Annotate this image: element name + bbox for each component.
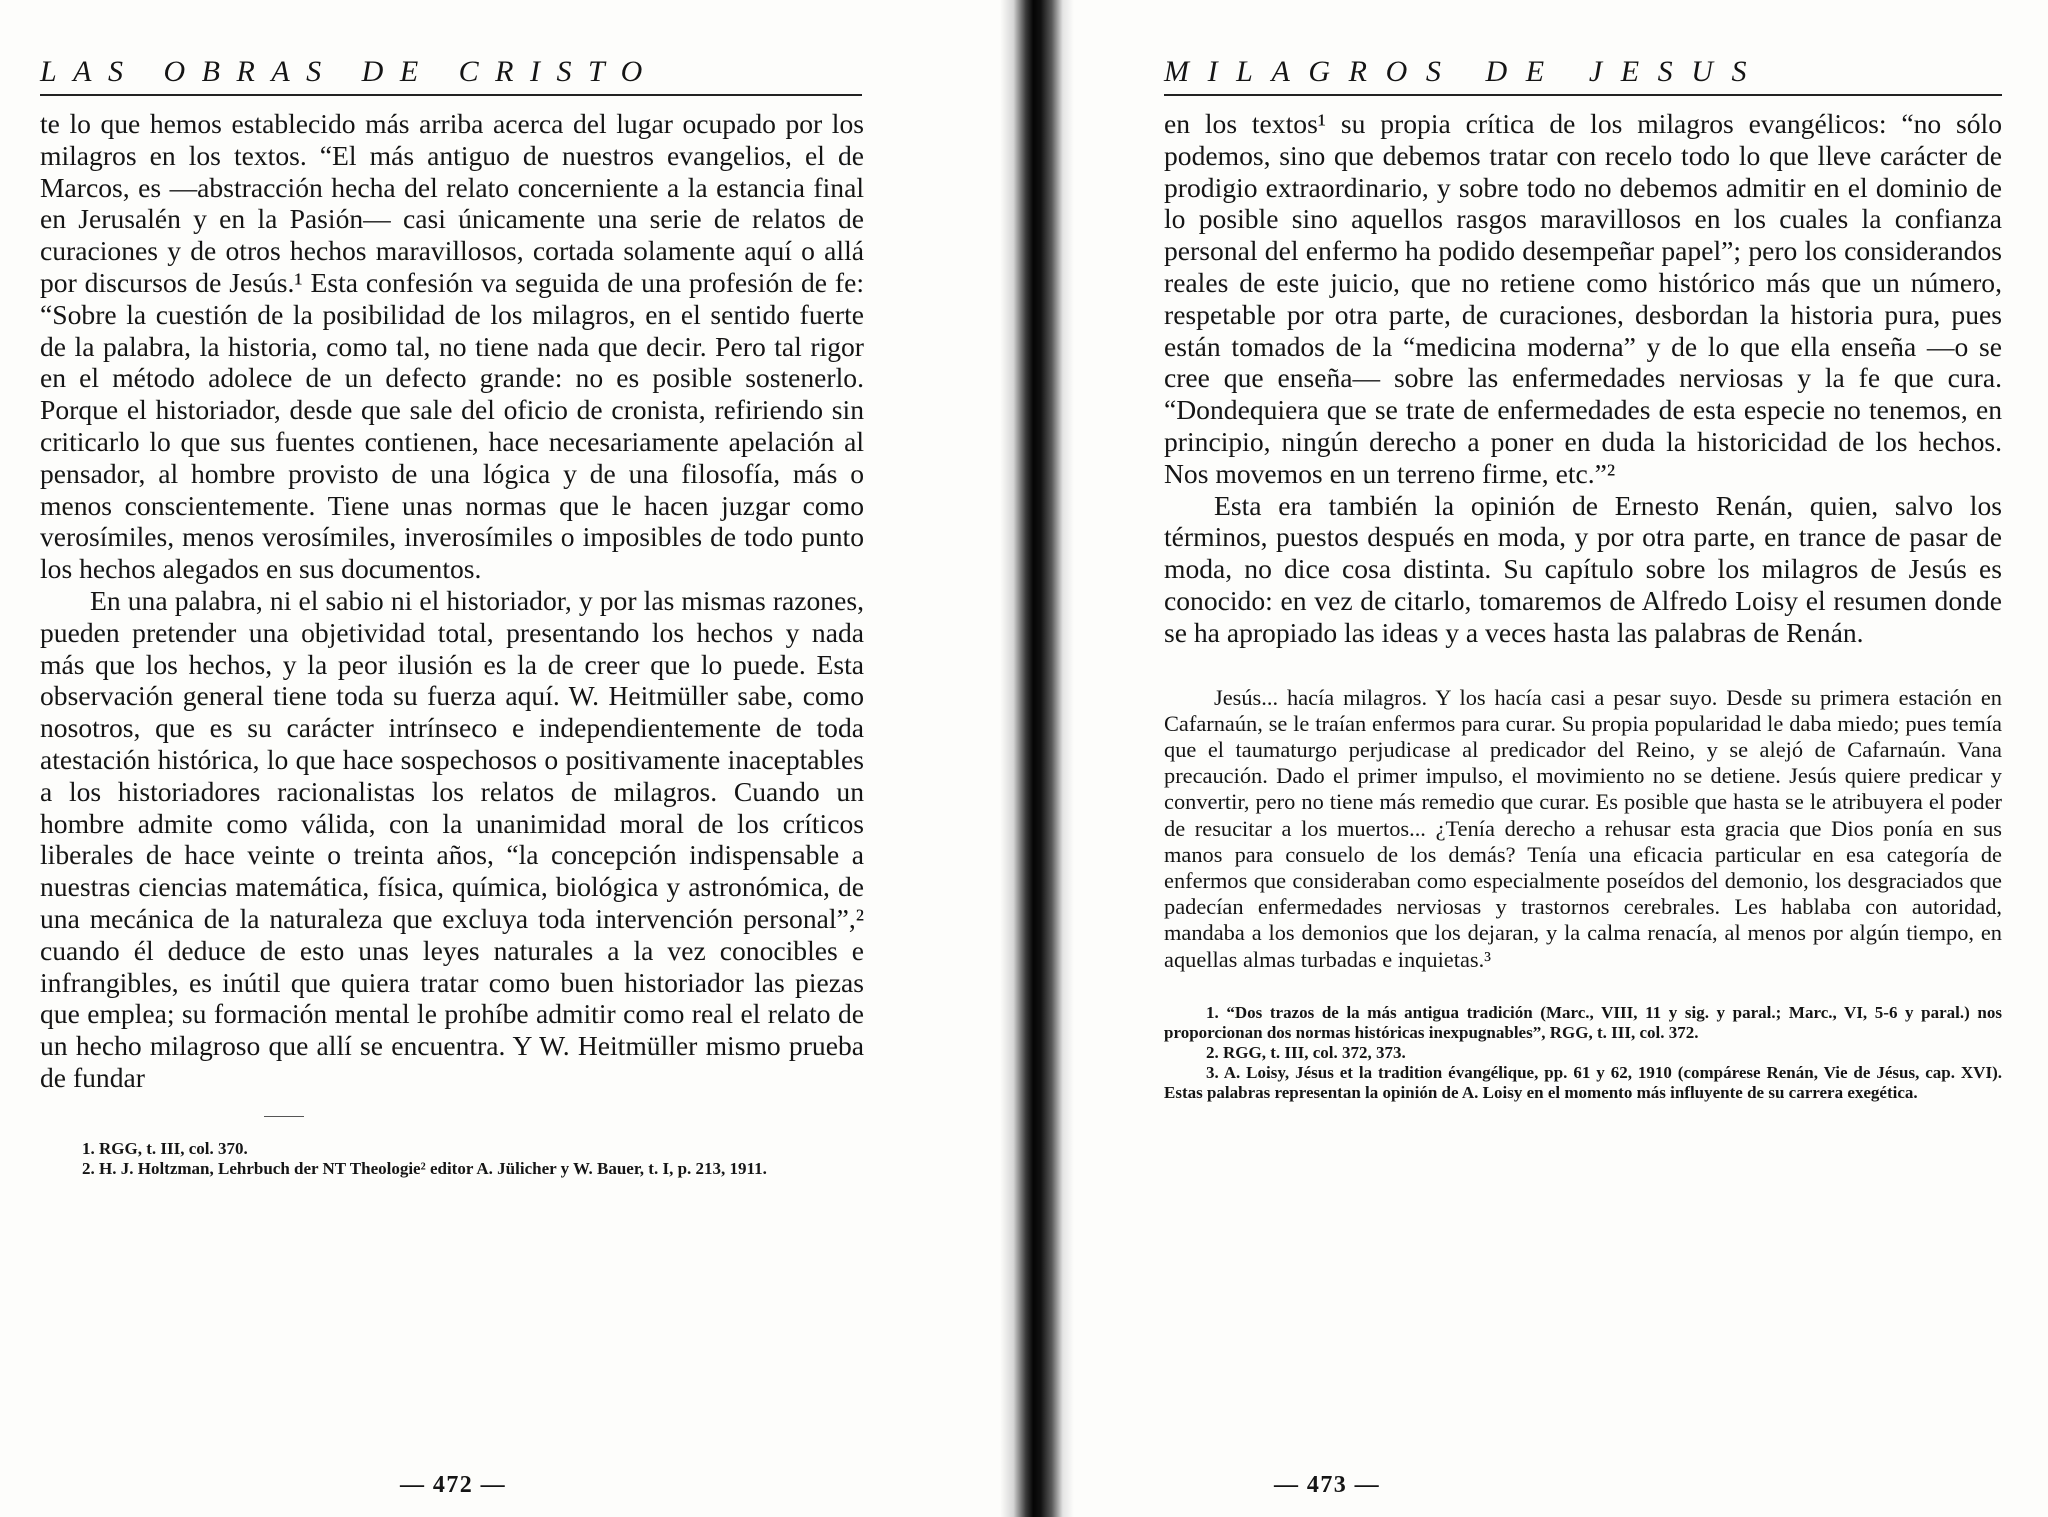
page-number: — 473 —	[1274, 1472, 1381, 1498]
paragraph: en los textos¹ su propia crítica de los milagros evangélicos: “no sólo podemos, sino que debemos tratar con recelo todo lo que lleve carácter de prodigio extraordinario, y sobre todo no debemos admitir en el dominio de lo posible sino aquellos rasgos maravillosos en los cuales la confianza personal del enfermo ha podido desempeñar papel”; pero los considerandos reales de este juicio, que no retiene como histórico más que un número, respetable por otra parte, de curaciones, desbordan la historia pura, pues están tomados de la “medicina moderna” y de lo que ella enseña —o se cree que enseña— sobre las enfermedades nerviosas y la fe que cura. “Dondequiera que se trate de enfermedades de esta especie no tenemos, en principio, ningún derecho a poner en duda la historicidad de los hechos. Nos movemos en un terreno firme, etc.”²	[1164, 108, 2002, 489]
running-head: LAS OBRAS DE CRISTO	[40, 52, 862, 96]
footnote: 3. A. Loisy, Jésus et la tradition évangélique, pp. 61 y 62, 1910 (compárese Renán, Vie de Jésus, cap. XVI). Estas palabras representan la opinión de A. Loisy en el momento más influyente de su carrera exegética.	[1164, 1062, 2002, 1102]
body-text	[1164, 108, 2002, 649]
paragraph: En una palabra, ni el sabio ni el historiador, y por las mismas razones, pueden pretender una objetividad total, presentando los hechos y nada más que los hechos, y la peor ilusión es la de creer que lo puede. Esta observación general tiene toda su fuerza aquí. W. Heitmüller sabe, como nosotros, que es su carácter intrínseco e independientemente de toda atestación histórica, lo que hace sospechosos o positivamente inaceptables a los historiadores racionalistas los relatos de milagros. Cuando un hombre admite como válida, con la unanimidad moral de los críticos liberales de hace veinte o treinta años, “la concepción indispensable a nuestras ciencias matemática, física, química, biológica y astronómica, de una mecánica de la naturaleza que excluya toda intervención personal”,² cuando él deduce de esto unas leyes naturales a la vez conocibles e infrangibles, es inútil que quiera tratar como buen historiador las piezas que emplea; su formación mental le prohíbe admitir como real el relato de un hecho milagroso que allí se encuentra. Y W. Heitmüller mismo prueba de fundar	[40, 584, 864, 1093]
footnote: 2. RGG, t. III, col. 372, 373.	[1206, 1042, 1406, 1062]
right-page	[1074, 0, 2048, 1517]
footnote: 2. H. J. Holtzman, Lehrbuch der NT Theologie² editor A. Jülicher y W. Bauer, t. I, p. 213, 1911.	[82, 1158, 767, 1178]
page-number: — 472 —	[400, 1472, 507, 1498]
footnote: 1. RGG, t. III, col. 370.	[82, 1138, 248, 1158]
footnotes	[40, 1139, 864, 1179]
paragraph: Esta era también la opinión de Ernesto Renán, quien, salvo los términos, puestos después en moda, y por otra parte, en trance de pasar de moda, no dice cosa distinta. Su capítulo sobre los milagros de Jesús es conocido: en vez de citarlo, tomaremos de Alfredo Loisy el resumen donde se ha apropiado las ideas y a veces hasta las palabras de Renán.	[1164, 489, 2002, 648]
footnotes	[1164, 1003, 2002, 1103]
body-text	[40, 108, 864, 1094]
left-page	[0, 0, 1000, 1517]
paragraph: te lo que hemos establecido más arriba acerca del lugar ocupado por los milagros en los textos. “El más antiguo de nuestros evangelios, el de Marcos, es —abstracción hecha del relato concerniente a la estancia final en Jerusalén y en la Pasión— casi únicamente una serie de relatos de curaciones y de otros hechos maravillosos, cortada solamente aquí o allá por discursos de Jesús.¹ Esta confesión va seguida de una profesión de fe: “Sobre la cuestión de la posibilidad de los milagros, en el sentido fuerte de la palabra, la historia, como tal, no tiene nada que decir. Pero tal rigor en el método adolece de un defecto grande: no es posible sostenerlo. Porque el historiador, desde que sale del oficio de cronista, refiriendo sin criticarlo lo que sus fuentes contienen, hace necesariamente apelación al pensador, al hombre provisto de una lógica y de una filosofía, más o menos conscientemente. Tiene unas normas que le hacen juzgar como verosímiles, menos verosímiles, inverosímiles o imposibles de todo punto los hechos alegados en sus documentos.	[40, 108, 864, 585]
block-quote	[1164, 685, 2002, 973]
running-head: MILAGROS DE JESUS	[1164, 52, 2002, 96]
footnote-separator	[264, 1116, 304, 1117]
book-gutter	[1000, 0, 1074, 1517]
footnote: 1. “Dos trazos de la más antigua tradición (Marc., VIII, 11 y sig. y paral.; Marc., VI, 5-6 y paral.) nos proporcionan dos normas históricas inexpugnables”, RGG, t. III, col. 372.	[1164, 1002, 2002, 1042]
quote-text: Jesús... hacía milagros. Y los hacía casi a pesar suyo. Desde su primera estación en Cafarnaún, se le traían enfermos para curar. Su propia popularidad le daba miedo; pues temía que el taumaturgo perjudicase al predicador del Reino, y se alejó de Cafarnaún. Vana precaución. Dado el primer impulso, el movimiento no se detiene. Jesús quiere predicar y convertir, pero no tiene más remedio que curar. Es posible que hasta se le atribuyera el poder de resucitar a los muertos... ¿Tenía derecho a rehusar esta gracia que Dios ponía en sus manos para consuelo de los demás? Tenía una eficacia particular en esa categoría de enfermos que consideraban como especialmente poseídos del demonio, los desgraciados que padecían enfermedades nerviosas y trastornos cerebrales. Les hablaba con autoridad, mandaba a los demonios que los dejaran, y la calma renacía, al menos por algún tiempo, en aquellas almas turbadas e inquietas.³	[1164, 684, 2002, 972]
